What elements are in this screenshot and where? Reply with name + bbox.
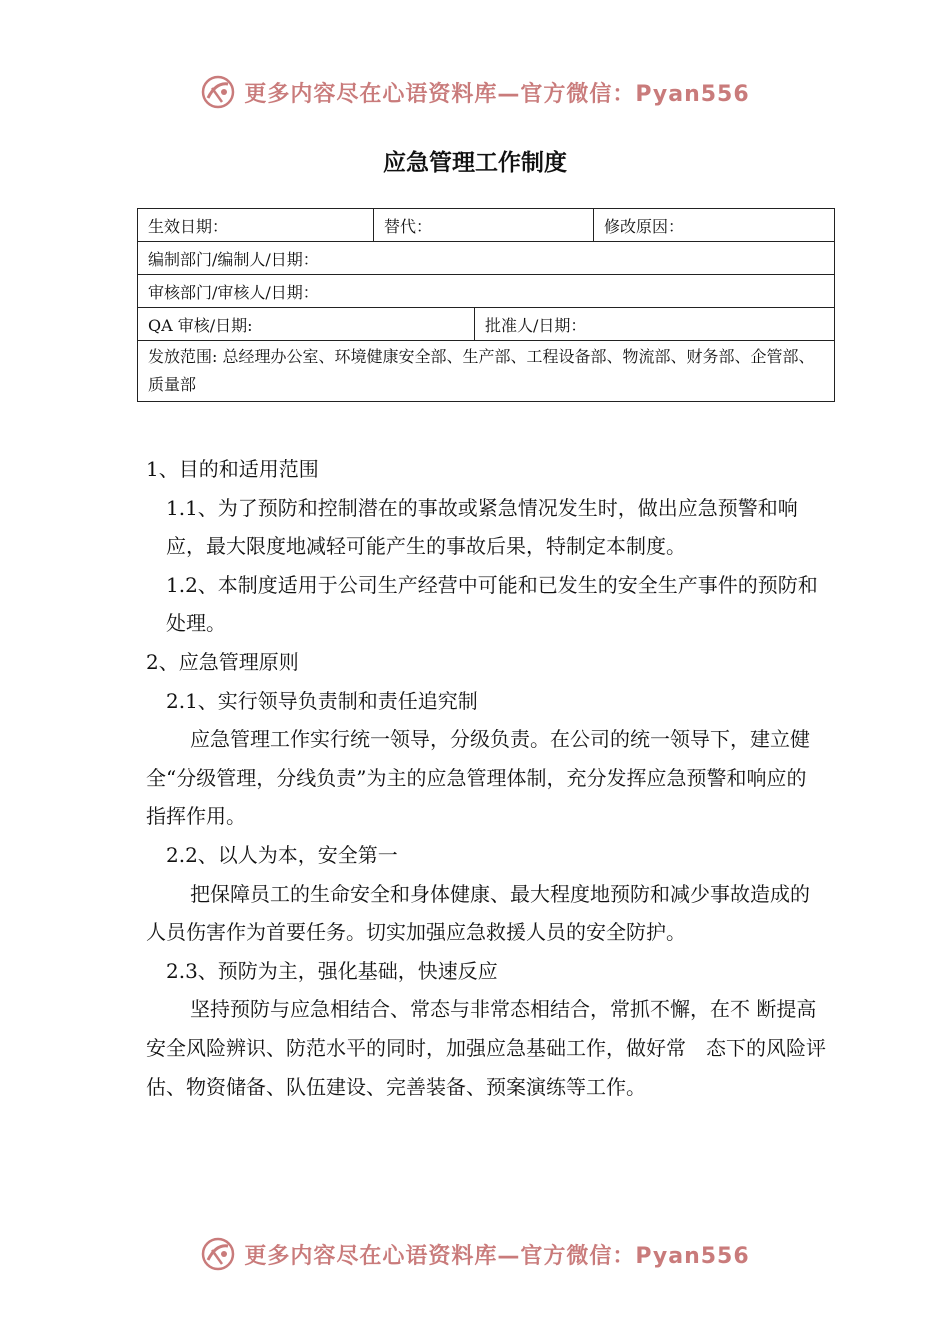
body-paragraph: 应急管理工作实行统一领导，分级负责。在公司的统一领导下，建立健全“分级管理，分线负责”为主的应急管理体制，充分发挥应急预警和响应的指挥作用。 [146, 727, 810, 829]
subsection-heading: 2.1、实行领导负责制和责任追究制 [166, 688, 478, 713]
watermark-banner-top [0, 70, 950, 114]
subsection-heading: 2.3、预防为主，强化基础，快速反应 [166, 958, 498, 983]
distribution-cell: 发放范围: 总经理办公室、环境健康安全部、生产部、工程设备部、物流部、财务部、企管部、质量部 [138, 341, 835, 402]
subsection-paragraph: 1.1、为了预防和控制潜在的事故或紧急情况发生时，做出应急预警和响应，最大限度地减轻可能产生的事故后果，特制定本制度。 [166, 495, 798, 559]
revision-reason-cell: 修改原因： [594, 209, 835, 242]
document-info-table [137, 208, 835, 402]
section-heading: 1、目的和适用范围 [146, 457, 319, 481]
prepared-by-cell: 编制部门/编制人/日期： [138, 242, 835, 275]
effective-date-cell: 生效日期： [138, 209, 374, 242]
document-title: 应急管理工作制度 [383, 150, 567, 176]
body-paragraph: 坚持预防与应急相结合、常态与非常态相结合，常抓不懈，在不 断提高安全风险辨识、防范水平的同时，加强应急基础工作，做好常 态下的风险评估、物资储备、队伍建设、完善装备、预案演练等工作。 [146, 997, 826, 1099]
section-heading: 2、应急管理原则 [146, 649, 299, 674]
qa-review-cell: QA 审核/日期: [138, 308, 475, 341]
watermark-text: 更多内容尽在心语资料库—官方微信：Pyan556 [244, 1243, 750, 1269]
replaces-cell: 替代： [374, 209, 594, 242]
watermark-text: 更多内容尽在心语资料库—官方微信：Pyan556 [244, 81, 750, 107]
subsection-paragraph: 1.2、本制度适用于公司生产经营中可能和已发生的安全生产事件的预防和处理。 [166, 572, 818, 636]
approved-by-cell: 批准人/日期： [475, 308, 835, 341]
watermark-banner-bottom [0, 1232, 950, 1276]
brand-logo-icon [200, 74, 236, 110]
reviewed-by-cell: 审核部门/审核人/日期： [138, 275, 835, 308]
body-paragraph: 把保障员工的生命安全和身体健康、最大程度地预防和减少事故造成的人员伤害作为首要任务。切实加强应急救援人员的安全防护。 [146, 881, 810, 945]
document-body [146, 450, 826, 1106]
brand-logo-icon [200, 1236, 236, 1272]
subsection-heading: 2.2、以人为本，安全第一 [166, 842, 398, 867]
